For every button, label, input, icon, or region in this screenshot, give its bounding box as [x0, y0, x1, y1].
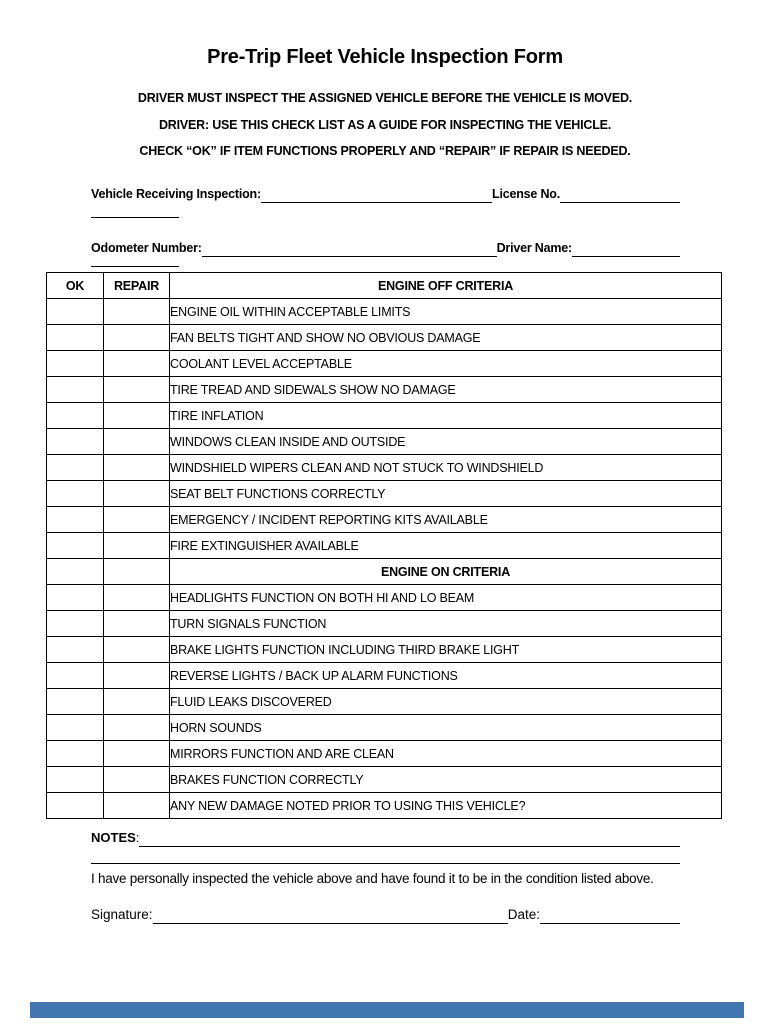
notes-label: NOTES — [91, 830, 136, 845]
criteria-row — [47, 325, 722, 351]
criteria-row — [47, 533, 722, 559]
criteria-row — [47, 689, 722, 715]
vehicle-receiving-inspection-label: Vehicle Receiving Inspection: — [91, 187, 261, 201]
criteria-row — [47, 351, 722, 377]
license-no-input[interactable] — [560, 185, 680, 203]
instruction-line-2: DRIVER: USE THIS CHECK LIST AS A GUIDE FOR INSPECTING THE VEHICLE. — [158, 118, 612, 132]
driver-name-label: Driver Name: — [496, 241, 572, 255]
ok-checkbox-cell[interactable] — [47, 741, 104, 767]
criteria-row — [47, 377, 722, 403]
criteria-label: HEADLIGHTS FUNCTION ON BOTH HI AND LO BEAM — [170, 585, 722, 611]
repair-checkbox-cell[interactable] — [104, 793, 170, 819]
criteria-label: BRAKE LIGHTS FUNCTION INCLUDING THIRD BRAKE LIGHT — [170, 637, 722, 663]
ok-checkbox-cell[interactable] — [47, 793, 104, 819]
repair-checkbox-cell[interactable] — [104, 663, 170, 689]
repair-checkbox-cell[interactable] — [104, 351, 170, 377]
repair-checkbox-cell[interactable] — [104, 481, 170, 507]
footer-bar — [30, 1002, 744, 1018]
instruction-line-1: DRIVER MUST INSPECT THE ASSIGNED VEHICLE BEFORE THE VEHICLE IS MOVED. — [137, 91, 633, 105]
engine-off-criteria-header: ENGINE OFF CRITERIA — [170, 273, 722, 299]
criteria-row — [47, 429, 722, 455]
repair-checkbox-cell[interactable] — [104, 533, 170, 559]
vehicle-receiving-inspection-input[interactable] — [261, 185, 492, 203]
repair-checkbox-cell[interactable] — [104, 637, 170, 663]
criteria-table-body — [47, 299, 722, 819]
criteria-label: EMERGENCY / INCIDENT REPORTING KITS AVAILABLE — [170, 507, 722, 533]
criteria-row — [47, 455, 722, 481]
notes-colon: : — [135, 830, 140, 845]
vehicle-receiving-inspection-input-continued[interactable] — [91, 217, 179, 218]
instruction-line-3: CHECK “OK” IF ITEM FUNCTIONS PROPERLY AND “REPAIR” IF REPAIR IS NEEDED. — [139, 144, 631, 158]
repair-checkbox-cell[interactable] — [104, 429, 170, 455]
odometer-number-label: Odometer Number: — [91, 241, 202, 255]
criteria-label: SEAT BELT FUNCTIONS CORRECTLY — [170, 481, 722, 507]
criteria-label: MIRRORS FUNCTION AND ARE CLEAN — [170, 741, 722, 767]
criteria-row — [47, 715, 722, 741]
ok-checkbox-cell[interactable] — [47, 299, 104, 325]
criteria-label: REVERSE LIGHTS / BACK UP ALARM FUNCTIONS — [170, 663, 722, 689]
ok-checkbox-cell[interactable] — [47, 637, 104, 663]
notes-row — [91, 829, 680, 847]
ok-checkbox-cell[interactable] — [47, 507, 104, 533]
ok-checkbox-cell[interactable] — [47, 611, 104, 637]
repair-checkbox-cell[interactable] — [104, 299, 170, 325]
criteria-label: HORN SOUNDS — [170, 715, 722, 741]
criteria-label: FAN BELTS TIGHT AND SHOW NO OBVIOUS DAMAGE — [170, 325, 722, 351]
ok-checkbox-cell[interactable] — [47, 429, 104, 455]
section-header-row — [47, 559, 722, 585]
ok-checkbox-cell[interactable] — [47, 585, 104, 611]
repair-checkbox-cell[interactable] — [104, 403, 170, 429]
notes-input[interactable] — [139, 829, 680, 847]
ok-checkbox-cell[interactable] — [47, 559, 104, 585]
odometer-number-input-continued[interactable] — [91, 266, 179, 267]
criteria-label: TIRE TREAD AND SIDEWALS SHOW NO DAMAGE — [170, 377, 722, 403]
ok-checkbox-cell[interactable] — [47, 377, 104, 403]
criteria-row — [47, 793, 722, 819]
criteria-row — [47, 767, 722, 793]
criteria-label: WINDOWS CLEAN INSIDE AND OUTSIDE — [170, 429, 722, 455]
repair-checkbox-cell[interactable] — [104, 325, 170, 351]
repair-checkbox-cell[interactable] — [104, 767, 170, 793]
notes-input-line-2[interactable] — [91, 863, 680, 864]
ok-checkbox-cell[interactable] — [47, 455, 104, 481]
ok-checkbox-cell[interactable] — [47, 689, 104, 715]
date-input[interactable] — [540, 906, 680, 924]
repair-checkbox-cell[interactable] — [104, 507, 170, 533]
criteria-row — [47, 663, 722, 689]
criteria-row — [47, 507, 722, 533]
criteria-label: BRAKES FUNCTION CORRECTLY — [170, 767, 722, 793]
criteria-row — [47, 481, 722, 507]
license-no-label: License No. — [492, 187, 560, 201]
criteria-label: WINDSHIELD WIPERS CLEAN AND NOT STUCK TO WINDSHIELD — [170, 455, 722, 481]
criteria-label: FLUID LEAKS DISCOVERED — [170, 689, 722, 715]
table-header-row — [47, 273, 722, 299]
signature-row — [91, 906, 680, 924]
vehicle-inspection-field-row — [91, 185, 680, 203]
criteria-label: FIRE EXTINGUISHER AVAILABLE — [170, 533, 722, 559]
signature-label: Signature: — [91, 907, 153, 922]
signature-input[interactable] — [153, 906, 508, 924]
ok-checkbox-cell[interactable] — [47, 533, 104, 559]
form-title: Pre-Trip Fleet Vehicle Inspection Form — [207, 46, 563, 68]
ok-checkbox-cell[interactable] — [47, 663, 104, 689]
criteria-row — [47, 637, 722, 663]
repair-checkbox-cell[interactable] — [104, 585, 170, 611]
criteria-label: COOLANT LEVEL ACCEPTABLE — [170, 351, 722, 377]
repair-checkbox-cell[interactable] — [104, 559, 170, 585]
ok-column-header: OK — [47, 273, 104, 299]
criteria-label: ENGINE OIL WITHIN ACCEPTABLE LIMITS — [170, 299, 722, 325]
criteria-label: ANY NEW DAMAGE NOTED PRIOR TO USING THIS VEHICLE? — [170, 793, 722, 819]
driver-name-input[interactable] — [572, 239, 680, 257]
criteria-row — [47, 585, 722, 611]
repair-checkbox-cell[interactable] — [104, 741, 170, 767]
ok-checkbox-cell[interactable] — [47, 351, 104, 377]
date-label: Date: — [507, 907, 540, 922]
engine-on-criteria-header: ENGINE ON CRITERIA — [170, 559, 722, 585]
criteria-row — [47, 299, 722, 325]
ok-checkbox-cell[interactable] — [47, 325, 104, 351]
repair-checkbox-cell[interactable] — [104, 455, 170, 481]
ok-checkbox-cell[interactable] — [47, 715, 104, 741]
repair-checkbox-cell[interactable] — [104, 715, 170, 741]
criteria-row — [47, 403, 722, 429]
ok-checkbox-cell[interactable] — [47, 767, 104, 793]
criteria-row — [47, 741, 722, 767]
ok-checkbox-cell[interactable] — [47, 481, 104, 507]
criteria-row — [47, 611, 722, 637]
inspection-statement: I have personally inspected the vehicle above and have found it to be in the condition listed above. — [91, 871, 654, 886]
criteria-label: TIRE INFLATION — [170, 403, 722, 429]
repair-checkbox-cell[interactable] — [104, 611, 170, 637]
repair-checkbox-cell[interactable] — [104, 689, 170, 715]
repair-checkbox-cell[interactable] — [104, 377, 170, 403]
repair-column-header: REPAIR — [104, 273, 170, 299]
odometer-field-row — [91, 239, 680, 257]
odometer-number-input[interactable] — [202, 239, 497, 257]
inspection-table — [46, 272, 722, 819]
ok-checkbox-cell[interactable] — [47, 403, 104, 429]
criteria-label: TURN SIGNALS FUNCTION — [170, 611, 722, 637]
